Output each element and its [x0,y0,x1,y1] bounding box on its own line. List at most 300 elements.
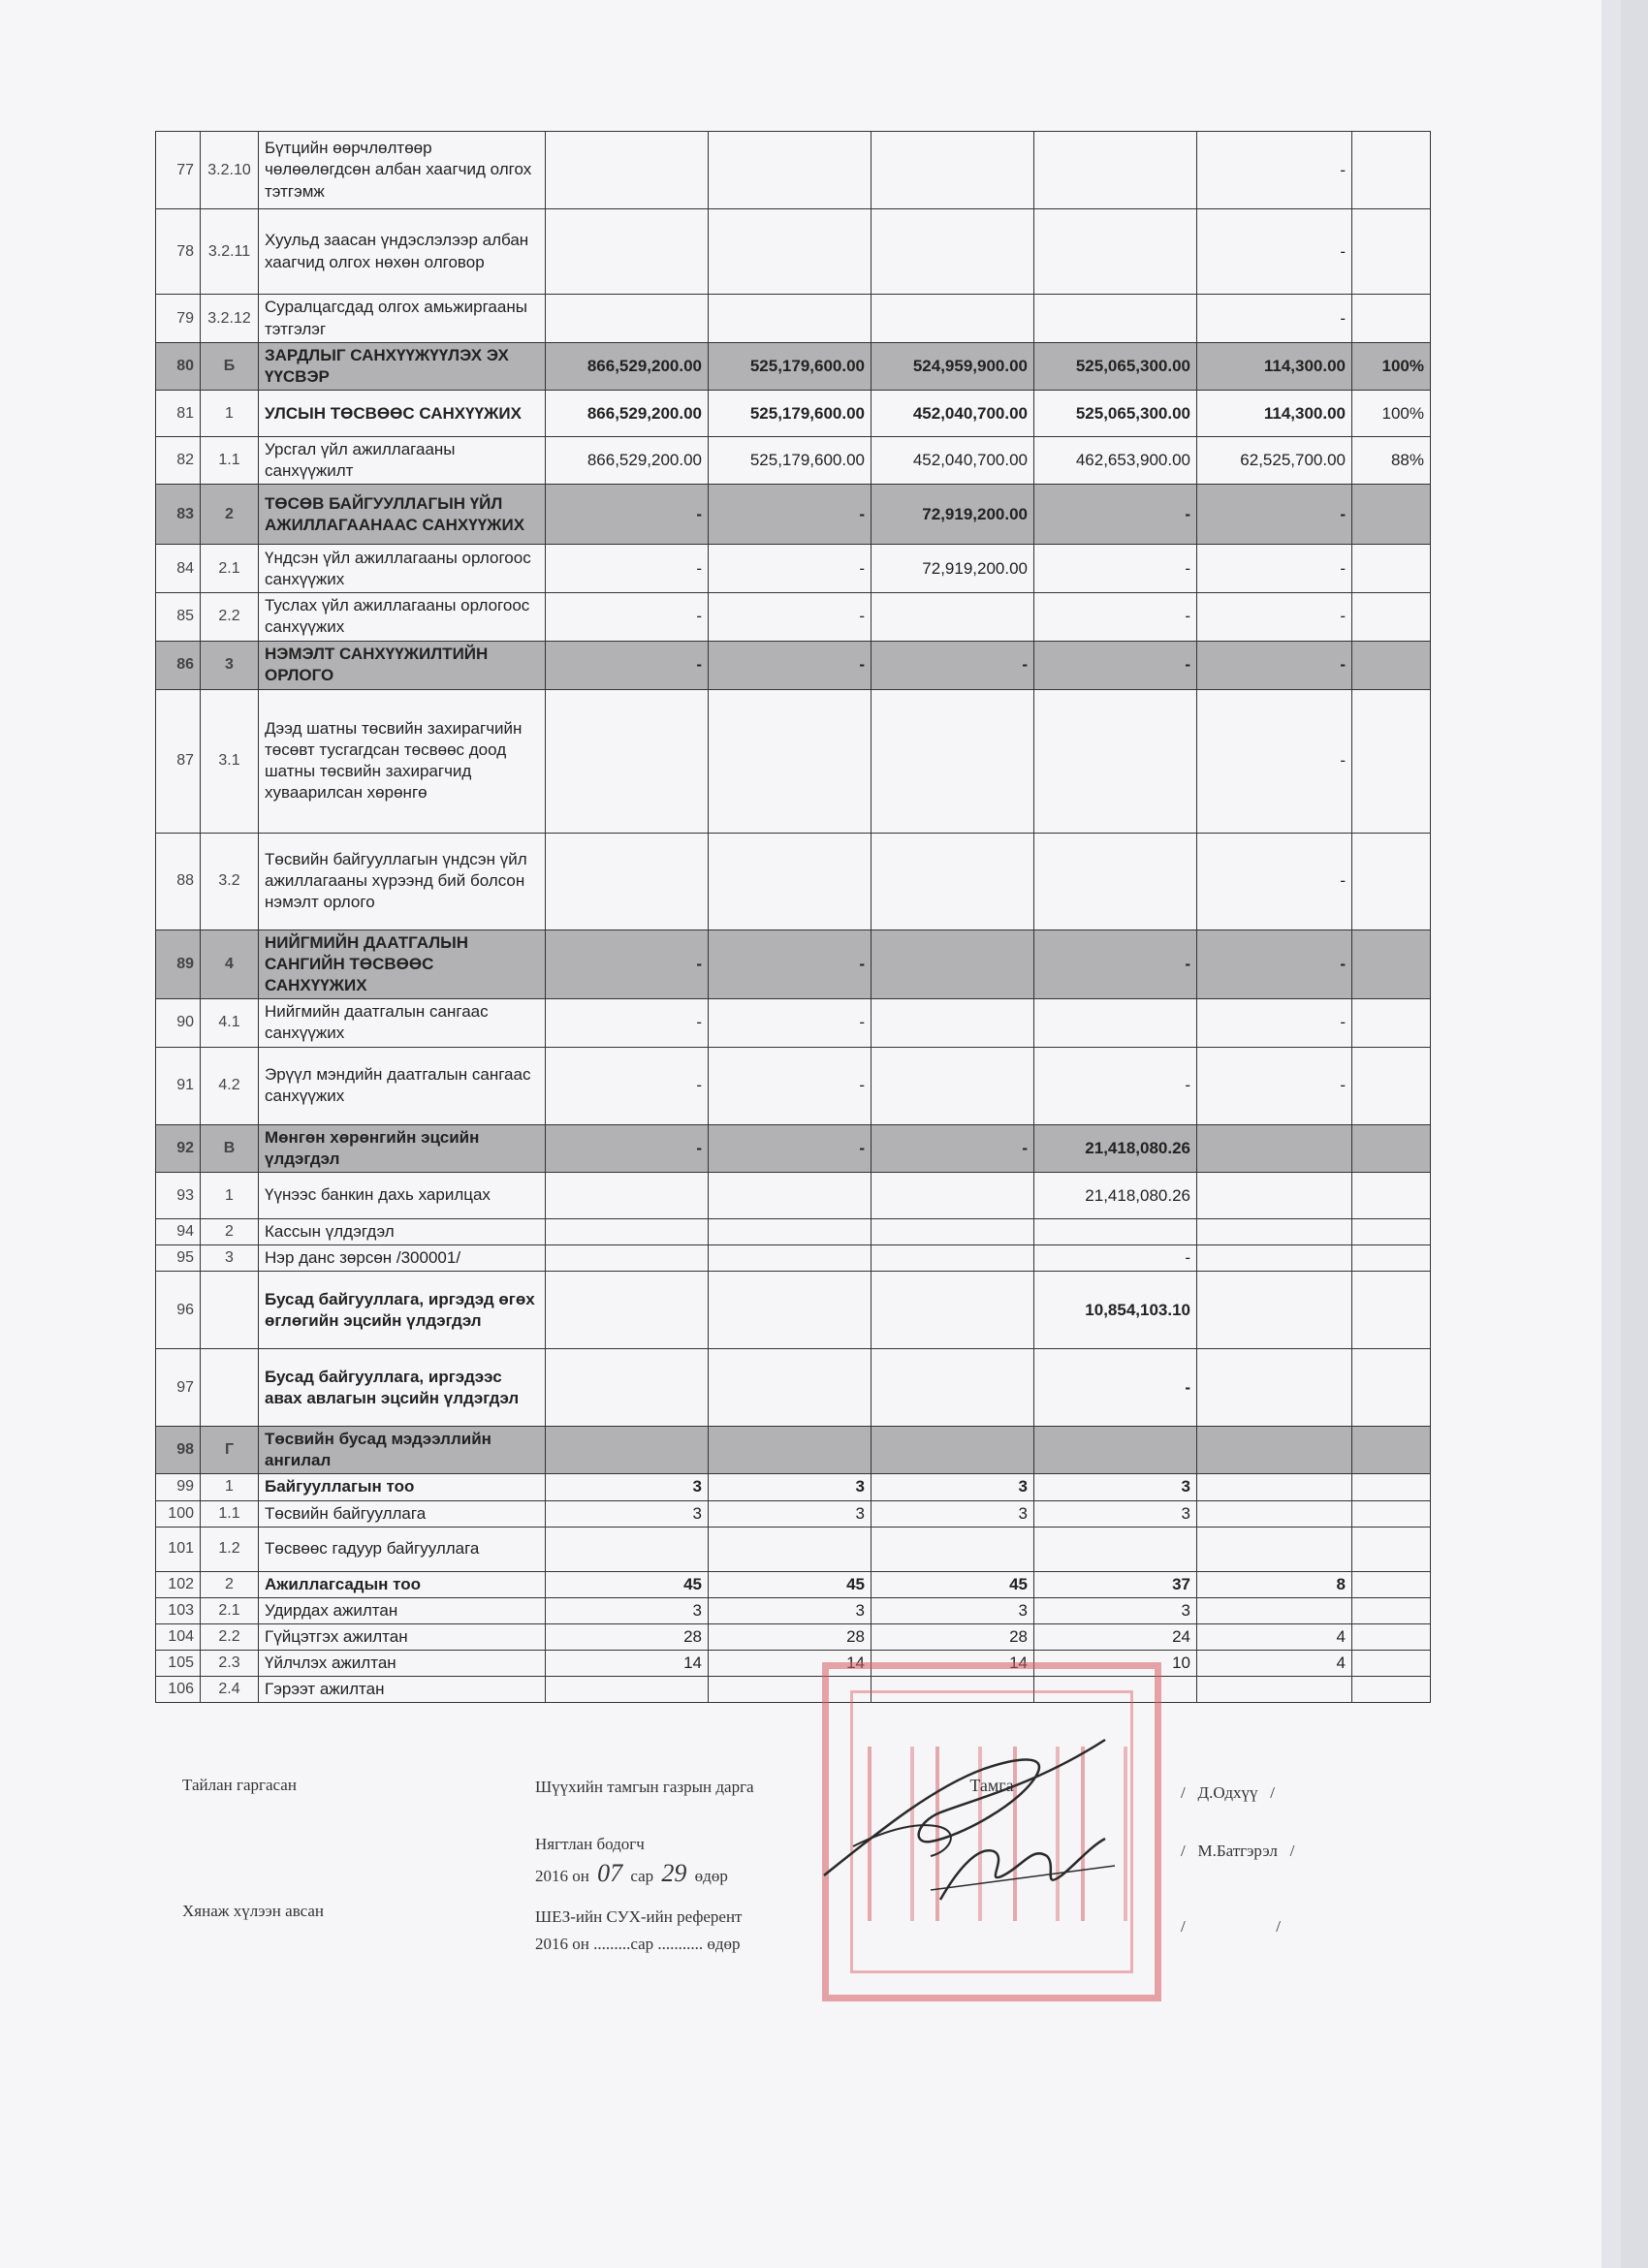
row-value-4 [1034,132,1197,209]
row-name: ТӨСӨВ БАЙГУУЛЛАГЫН ҮЙЛ АЖИЛЛАГААНААС САНХҮҮЖИХ [259,485,546,545]
row-value-2: 3 [709,1597,872,1623]
row-value-2: 28 [709,1623,872,1650]
row-value-2 [709,295,872,343]
row-percent [1352,1571,1431,1597]
table-row [156,391,1431,437]
row-code: 2 [201,485,259,545]
row-percent [1352,833,1431,929]
row-name: Эрүүл мэндийн даатгалын сангаас санхүүжих [259,1047,546,1124]
row-value-4: 3 [1034,1597,1197,1623]
row-number: 83 [156,485,201,545]
table-row [156,1272,1431,1349]
prepared-label: Тайлан гаргасан [182,1776,297,1794]
stamp-label: Тамга [969,1776,1014,1795]
table-row [156,1474,1431,1500]
row-value-4: - [1034,1047,1197,1124]
table-row [156,1047,1431,1124]
row-code: 4.1 [201,998,259,1047]
row-value-3 [872,1047,1034,1124]
row-value-1: 45 [546,1571,709,1597]
row-value-5 [1197,1173,1352,1219]
row-percent [1352,998,1431,1047]
row-name: Кассын үлдэгдэл [259,1219,546,1245]
row-value-3: 45 [872,1571,1034,1597]
row-value-4: 525,065,300.00 [1034,391,1197,437]
table-row [156,209,1431,295]
row-value-1: 866,529,200.00 [546,437,709,485]
row-code: 2.2 [201,593,259,641]
row-value-5 [1197,1500,1352,1527]
row-name: УЛСЫН ТӨСВӨӨС САНХҮҮЖИХ [259,391,546,437]
row-value-1: - [546,485,709,545]
row-value-1: 3 [546,1597,709,1623]
row-name: Мөнгөн хөрөнгийн эцсийн үлдэгдэл [259,1124,546,1172]
row-number: 80 [156,343,201,391]
row-name: Үйлчлэх ажилтан [259,1650,546,1676]
date-odor: өдөр [694,1867,728,1885]
table-row [156,833,1431,929]
row-number: 77 [156,132,201,209]
accountant-title: Нягтлан бодогч [535,1835,645,1853]
row-number: 82 [156,437,201,485]
row-number: 95 [156,1245,201,1272]
row-code: 1.1 [201,437,259,485]
row-percent [1352,1219,1431,1245]
row-value-3: 28 [872,1623,1034,1650]
row-value-2: 14 [709,1650,872,1676]
row-value-5 [1197,1676,1352,1702]
row-value-3 [872,1245,1034,1272]
row-value-2: 525,179,600.00 [709,343,872,391]
row-percent [1352,593,1431,641]
row-name: НИЙГМИЙН ДААТГАЛЫН САНГИЙН ТӨСВӨӨС САНХҮҮЖИХ [259,929,546,998]
row-value-3: - [872,1124,1034,1172]
table-row [156,485,1431,545]
date-sar: сар [630,1867,654,1885]
row-value-1 [546,1173,709,1219]
row-value-3: 3 [872,1597,1034,1623]
row-code: 3 [201,641,259,689]
row-value-4 [1034,833,1197,929]
referent-title: ШЕЗ-ийн СУХ-ийн референт [535,1907,743,1926]
row-number: 88 [156,833,201,929]
row-code: 3.2.12 [201,295,259,343]
table-row [156,437,1431,485]
row-value-4: 37 [1034,1571,1197,1597]
row-percent [1352,1173,1431,1219]
row-number: 78 [156,209,201,295]
date-day: 29 [661,1859,687,1887]
row-value-4: 21,418,080.26 [1034,1124,1197,1172]
row-value-5: - [1197,641,1352,689]
row-number: 81 [156,391,201,437]
row-value-4 [1034,1427,1197,1474]
row-name: Төсвийн байгууллага [259,1500,546,1527]
row-code: 2.3 [201,1650,259,1676]
row-value-1: 866,529,200.00 [546,391,709,437]
chief-name: Д.Одхүү [1197,1783,1258,1802]
row-value-5: 4 [1197,1623,1352,1650]
row-percent [1352,1597,1431,1623]
row-value-4 [1034,295,1197,343]
chief-title: Шүүхийн тамгын газрын дарга [535,1778,754,1796]
row-number: 101 [156,1527,201,1571]
row-value-4: - [1034,1349,1197,1427]
row-value-3 [872,593,1034,641]
row-value-5: - [1197,485,1352,545]
table-row [156,641,1431,689]
row-code: 1 [201,1173,259,1219]
row-percent [1352,485,1431,545]
chief-name-line: / Д.Одхүү / [1181,1783,1276,1802]
row-value-5 [1197,1272,1352,1349]
row-number: 100 [156,1500,201,1527]
row-percent [1352,1427,1431,1474]
row-name: Удирдах ажилтан [259,1597,546,1623]
row-value-2 [709,1272,872,1349]
row-value-4: - [1034,641,1197,689]
row-percent: 100% [1352,391,1431,437]
row-value-4: 525,065,300.00 [1034,343,1197,391]
table-row [156,132,1431,209]
row-value-1: - [546,593,709,641]
row-value-3: 452,040,700.00 [872,437,1034,485]
table-row [156,1427,1431,1474]
row-value-5: - [1197,132,1352,209]
row-value-1 [546,1219,709,1245]
row-value-2: - [709,485,872,545]
row-code: Б [201,343,259,391]
row-value-4: - [1034,593,1197,641]
row-number: 89 [156,929,201,998]
row-value-1: - [546,641,709,689]
row-percent [1352,1500,1431,1527]
row-value-2 [709,209,872,295]
row-percent [1352,1245,1431,1272]
row-percent [1352,1124,1431,1172]
row-code: 4.2 [201,1047,259,1124]
row-number: 84 [156,545,201,593]
table-row [156,1219,1431,1245]
row-percent [1352,929,1431,998]
row-code [201,1272,259,1349]
row-value-2: - [709,545,872,593]
row-value-5: - [1197,689,1352,833]
row-code: 1.2 [201,1527,259,1571]
row-value-1: 3 [546,1500,709,1527]
table-row [156,1623,1431,1650]
row-value-5: - [1197,593,1352,641]
row-value-2: - [709,1047,872,1124]
accountant-date [535,1859,728,1888]
row-name: Төсвийн бусад мэдээллийн ангилал [259,1427,546,1474]
row-percent [1352,545,1431,593]
row-value-3 [872,1427,1034,1474]
row-name: Гэрээт ажилтан [259,1676,546,1702]
handwritten-signature [814,1730,1144,1914]
row-percent [1352,1047,1431,1124]
row-value-2: 525,179,600.00 [709,391,872,437]
row-number: 90 [156,998,201,1047]
page-edge [1621,0,1648,2268]
table-row [156,1245,1431,1272]
row-value-3 [872,998,1034,1047]
row-value-1 [546,209,709,295]
row-number: 93 [156,1173,201,1219]
row-code: 2.1 [201,545,259,593]
row-value-5 [1197,1527,1352,1571]
row-value-1: 28 [546,1623,709,1650]
accountant-name: М.Батгэрэл [1197,1842,1278,1860]
row-code: 1.1 [201,1500,259,1527]
received-label: Хянаж хүлээн авсан [182,1902,325,1920]
row-value-5: - [1197,998,1352,1047]
row-value-1 [546,295,709,343]
table-row [156,545,1431,593]
row-value-2 [709,1173,872,1219]
row-value-1: 3 [546,1474,709,1500]
table-row [156,929,1431,998]
row-number: 97 [156,1349,201,1427]
row-value-4: 24 [1034,1623,1197,1650]
row-value-5 [1197,1245,1352,1272]
referent-name-line: / / [1181,1917,1281,1936]
row-value-2: 3 [709,1500,872,1527]
row-value-1 [546,1245,709,1272]
row-value-2 [709,1349,872,1427]
row-number: 105 [156,1650,201,1676]
row-value-3: 14 [872,1650,1034,1676]
row-value-1: 14 [546,1650,709,1676]
row-value-5 [1197,1597,1352,1623]
row-value-2: - [709,593,872,641]
row-value-1 [546,1676,709,1702]
row-value-2 [709,1245,872,1272]
row-value-2: 3 [709,1474,872,1500]
row-number: 92 [156,1124,201,1172]
row-name: Бусад байгууллага, иргэдэд өгөх өглөгийн эцсийн үлдэгдэл [259,1272,546,1349]
row-number: 104 [156,1623,201,1650]
row-code: В [201,1124,259,1172]
row-value-5: 8 [1197,1571,1352,1597]
row-value-4: - [1034,1245,1197,1272]
row-percent [1352,1650,1431,1676]
row-percent [1352,1349,1431,1427]
row-code: 2.1 [201,1597,259,1623]
row-number: 87 [156,689,201,833]
row-name: Суралцагсдад олгох амьжиргааны тэтгэлэг [259,295,546,343]
row-name: Үндсэн үйл ажиллагааны орлогоос санхүүжих [259,545,546,593]
row-percent [1352,295,1431,343]
row-code: 2.2 [201,1623,259,1650]
row-value-1 [546,1349,709,1427]
row-number: 98 [156,1427,201,1474]
row-value-2 [709,689,872,833]
row-value-1 [546,689,709,833]
row-value-2: - [709,998,872,1047]
row-value-5: 114,300.00 [1197,343,1352,391]
row-value-4: 10,854,103.10 [1034,1272,1197,1349]
row-name: Гүйцэтгэх ажилтан [259,1623,546,1650]
row-value-1: - [546,998,709,1047]
row-value-3 [872,209,1034,295]
row-value-3 [872,1219,1034,1245]
row-code [201,1349,259,1427]
row-name: НЭМЭЛТ САНХҮҮЖИЛТИЙН ОРЛОГО [259,641,546,689]
row-value-5: 4 [1197,1650,1352,1676]
row-name: Төсвөөс гадуур байгууллага [259,1527,546,1571]
row-value-3 [872,132,1034,209]
row-number: 103 [156,1597,201,1623]
row-value-5: 114,300.00 [1197,391,1352,437]
row-value-5 [1197,1427,1352,1474]
table-row [156,1500,1431,1527]
row-value-3 [872,1173,1034,1219]
row-value-1: - [546,1047,709,1124]
row-name: Байгууллагын тоо [259,1474,546,1500]
row-code: 3.2 [201,833,259,929]
row-percent [1352,1676,1431,1702]
table-row [156,1527,1431,1571]
row-value-1 [546,1527,709,1571]
table-row [156,1650,1431,1676]
row-code: 1 [201,1474,259,1500]
referent-date: 2016 он .........сар ........... өдөр [535,1935,741,1953]
row-value-5: - [1197,833,1352,929]
row-number: 91 [156,1047,201,1124]
row-code: 2 [201,1219,259,1245]
row-value-4: 462,653,900.00 [1034,437,1197,485]
row-number: 106 [156,1676,201,1702]
row-value-1: - [546,1124,709,1172]
row-value-2: - [709,641,872,689]
row-code: 2.4 [201,1676,259,1702]
row-value-1 [546,132,709,209]
row-value-3 [872,833,1034,929]
row-number: 99 [156,1474,201,1500]
row-value-4 [1034,209,1197,295]
row-name: Ажиллагсадын тоо [259,1571,546,1597]
row-value-2 [709,1219,872,1245]
page-edge [1601,0,1621,2268]
row-value-1 [546,1427,709,1474]
row-value-5: - [1197,545,1352,593]
table-row [156,689,1431,833]
row-value-3: 3 [872,1500,1034,1527]
row-value-2: - [709,1124,872,1172]
row-value-4 [1034,689,1197,833]
row-value-3 [872,929,1034,998]
row-value-5: - [1197,1047,1352,1124]
table-row [156,1124,1431,1172]
row-code: 3.1 [201,689,259,833]
row-name: Төсвийн байгууллагын үндсэн үйл ажиллагааны хүрээнд бий болсон нэмэлт орлого [259,833,546,929]
row-value-2 [709,132,872,209]
row-value-3: 452,040,700.00 [872,391,1034,437]
table-row [156,1571,1431,1597]
row-code: 3.2.11 [201,209,259,295]
row-value-4 [1034,998,1197,1047]
row-value-1 [546,1272,709,1349]
row-code: 2 [201,1571,259,1597]
row-percent [1352,1272,1431,1349]
row-value-4: 10 [1034,1650,1197,1676]
row-value-4: - [1034,485,1197,545]
row-percent [1352,1623,1431,1650]
row-value-4: - [1034,929,1197,998]
row-value-4: - [1034,545,1197,593]
row-value-2: 45 [709,1571,872,1597]
row-code: 1 [201,391,259,437]
table-row [156,1349,1431,1427]
row-value-3: - [872,641,1034,689]
row-value-3 [872,1349,1034,1427]
table-row [156,1597,1431,1623]
row-value-4: 21,418,080.26 [1034,1173,1197,1219]
row-name: Хуульд заасан үндэслэлээр албан хаагчид олгох нөхөн олговор [259,209,546,295]
accountant-name-line: / М.Батгэрэл / [1181,1842,1295,1860]
row-value-1: - [546,545,709,593]
row-value-4 [1034,1219,1197,1245]
row-value-3 [872,1527,1034,1571]
row-value-4: 3 [1034,1500,1197,1527]
row-value-2 [709,1527,872,1571]
row-value-5 [1197,1474,1352,1500]
row-value-3 [872,295,1034,343]
row-percent: 88% [1352,437,1431,485]
row-number: 79 [156,295,201,343]
row-value-5 [1197,1219,1352,1245]
row-value-5: - [1197,295,1352,343]
row-name: Дээд шатны төсвийн захирагчийн төсөвт тусгагдсан төсвөөс доод шатны төсвийн захирагчид хуваарилсан хөрөнгө [259,689,546,833]
row-code: 3 [201,1245,259,1272]
row-value-5: - [1197,929,1352,998]
row-name: Бүтцийн өөрчлөлтөөр чөлөөлөгдсөн албан хаагчид олгох тэтгэмж [259,132,546,209]
row-number: 94 [156,1219,201,1245]
row-percent [1352,209,1431,295]
row-value-2: - [709,929,872,998]
row-percent [1352,1474,1431,1500]
row-value-2: 525,179,600.00 [709,437,872,485]
row-percent [1352,132,1431,209]
row-number: 86 [156,641,201,689]
date-month: 07 [597,1859,623,1887]
row-number: 96 [156,1272,201,1349]
table-row [156,343,1431,391]
row-percent [1352,689,1431,833]
row-value-5: 62,525,700.00 [1197,437,1352,485]
row-value-5: - [1197,209,1352,295]
row-value-2 [709,1427,872,1474]
row-value-3: 524,959,900.00 [872,343,1034,391]
row-value-3: 3 [872,1474,1034,1500]
row-code: Г [201,1427,259,1474]
row-value-2 [709,833,872,929]
table-row [156,1676,1431,1702]
row-value-3: 72,919,200.00 [872,485,1034,545]
row-value-1 [546,833,709,929]
row-code: 3.2.10 [201,132,259,209]
row-name: Урсгал үйл ажиллагааны санхүүжилт [259,437,546,485]
budget-table [155,131,1431,1703]
row-code: 4 [201,929,259,998]
table-row [156,295,1431,343]
row-value-3 [872,1272,1034,1349]
row-name: Бусад байгууллага, иргэдээс авах авлагын эцсийн үлдэгдэл [259,1349,546,1427]
row-name: Үүнээс банкин дахь харилцах [259,1173,546,1219]
row-value-1: - [546,929,709,998]
row-name: ЗАРДЛЫГ САНХҮҮЖҮҮЛЭХ ЭХ ҮҮСВЭР [259,343,546,391]
